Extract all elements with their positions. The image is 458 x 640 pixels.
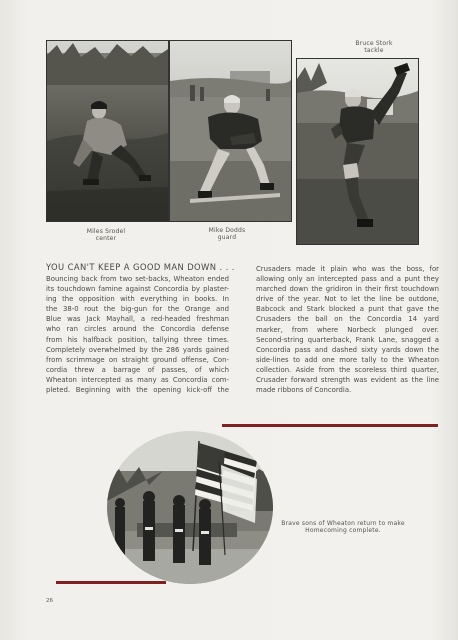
caption-flag-photo: [280, 520, 406, 534]
text-line: Concordia pass and dashed sixty yards down the: [256, 345, 439, 354]
text-line: who ran circles around the Concordia defense: [46, 325, 229, 334]
accent-bar-top: [222, 424, 438, 427]
caption-position: center: [95, 235, 117, 242]
text-line: cordia threw a barrage of passes, of which: [46, 365, 229, 374]
text-line: allowing only an intercepted pass and a punt they: [256, 275, 439, 284]
caption-bruce-stork: [335, 40, 413, 54]
text-line: from his halfback position, tallying three times.: [46, 335, 229, 344]
text-line: Crusaders made it plain who was the boss, for: [256, 265, 439, 273]
text-line: side-lines to add one more tally to the Wheaton: [256, 355, 439, 364]
text-line: Babcock and Stark blocked a punt that gave the: [256, 305, 439, 314]
page-number: 26: [46, 598, 53, 604]
caption-line: Brave sons of Wheaton return to make: [281, 520, 405, 527]
photo-bruce-stork: [296, 58, 419, 245]
text-line: Bouncing back from two set-backs, Wheaton ended: [46, 275, 229, 283]
caption-name: Miles Srodel: [86, 228, 126, 235]
text-line: marched down the gridiron in their first touchdown: [256, 285, 439, 294]
text-line: made ribbons of Concordia.: [256, 386, 352, 395]
text-line: Second-string quarterback, Frank Lane, snagged a: [256, 335, 439, 344]
photo-miles-srodel: [46, 40, 169, 222]
text-line: Crusader forward strength was evident as the line: [256, 376, 439, 385]
caption-line: Homecoming complete.: [305, 527, 381, 534]
caption-position: tackle: [364, 47, 384, 54]
text-line: Wheaton intercepted as many as Concordia com-: [46, 375, 229, 384]
photo-mike-dodds: [169, 40, 292, 222]
caption-name: Mike Dodds: [208, 227, 246, 234]
article-column-right: [256, 264, 439, 395]
text-line: drive of the year. Not to let the line be outdone,: [256, 295, 439, 304]
caption-name: Bruce Stork: [355, 40, 393, 47]
text-line: its touchdown famine against Concordia by plaster-: [46, 285, 229, 294]
text-line: Blue was Jack Mayhall, a red-headed freshman: [46, 315, 229, 324]
text-line: the 38-0 rout the big-gun for the Orange and: [46, 305, 229, 314]
caption-mike-dodds: [187, 227, 267, 241]
text-line: from scrimmage on straight ground offense, Con-: [46, 355, 229, 364]
text-line: marker, from where Norbeck plunged over.: [256, 325, 439, 334]
article-headline: YOU CAN'T KEEP A GOOD MAN DOWN . . .: [46, 262, 235, 272]
caption-miles-srodel: [66, 228, 146, 242]
text-line: ing the opposition with everything in books. In: [46, 295, 229, 304]
article-column-left: [46, 274, 229, 395]
text-line: Completely overwhelmed by the 286 yards gained: [46, 345, 229, 354]
text-line: pleted. Beginning with the opening kick-off the: [46, 386, 229, 395]
text-line: Crusaders the ball on the Concordia 14 yard: [256, 315, 439, 324]
accent-bar-bottom: [56, 581, 166, 584]
text-line: collection. Aside from the scoreless third quarter,: [256, 365, 439, 374]
caption-position: guard: [217, 234, 237, 241]
photo-flag-ceremony: [107, 431, 273, 584]
